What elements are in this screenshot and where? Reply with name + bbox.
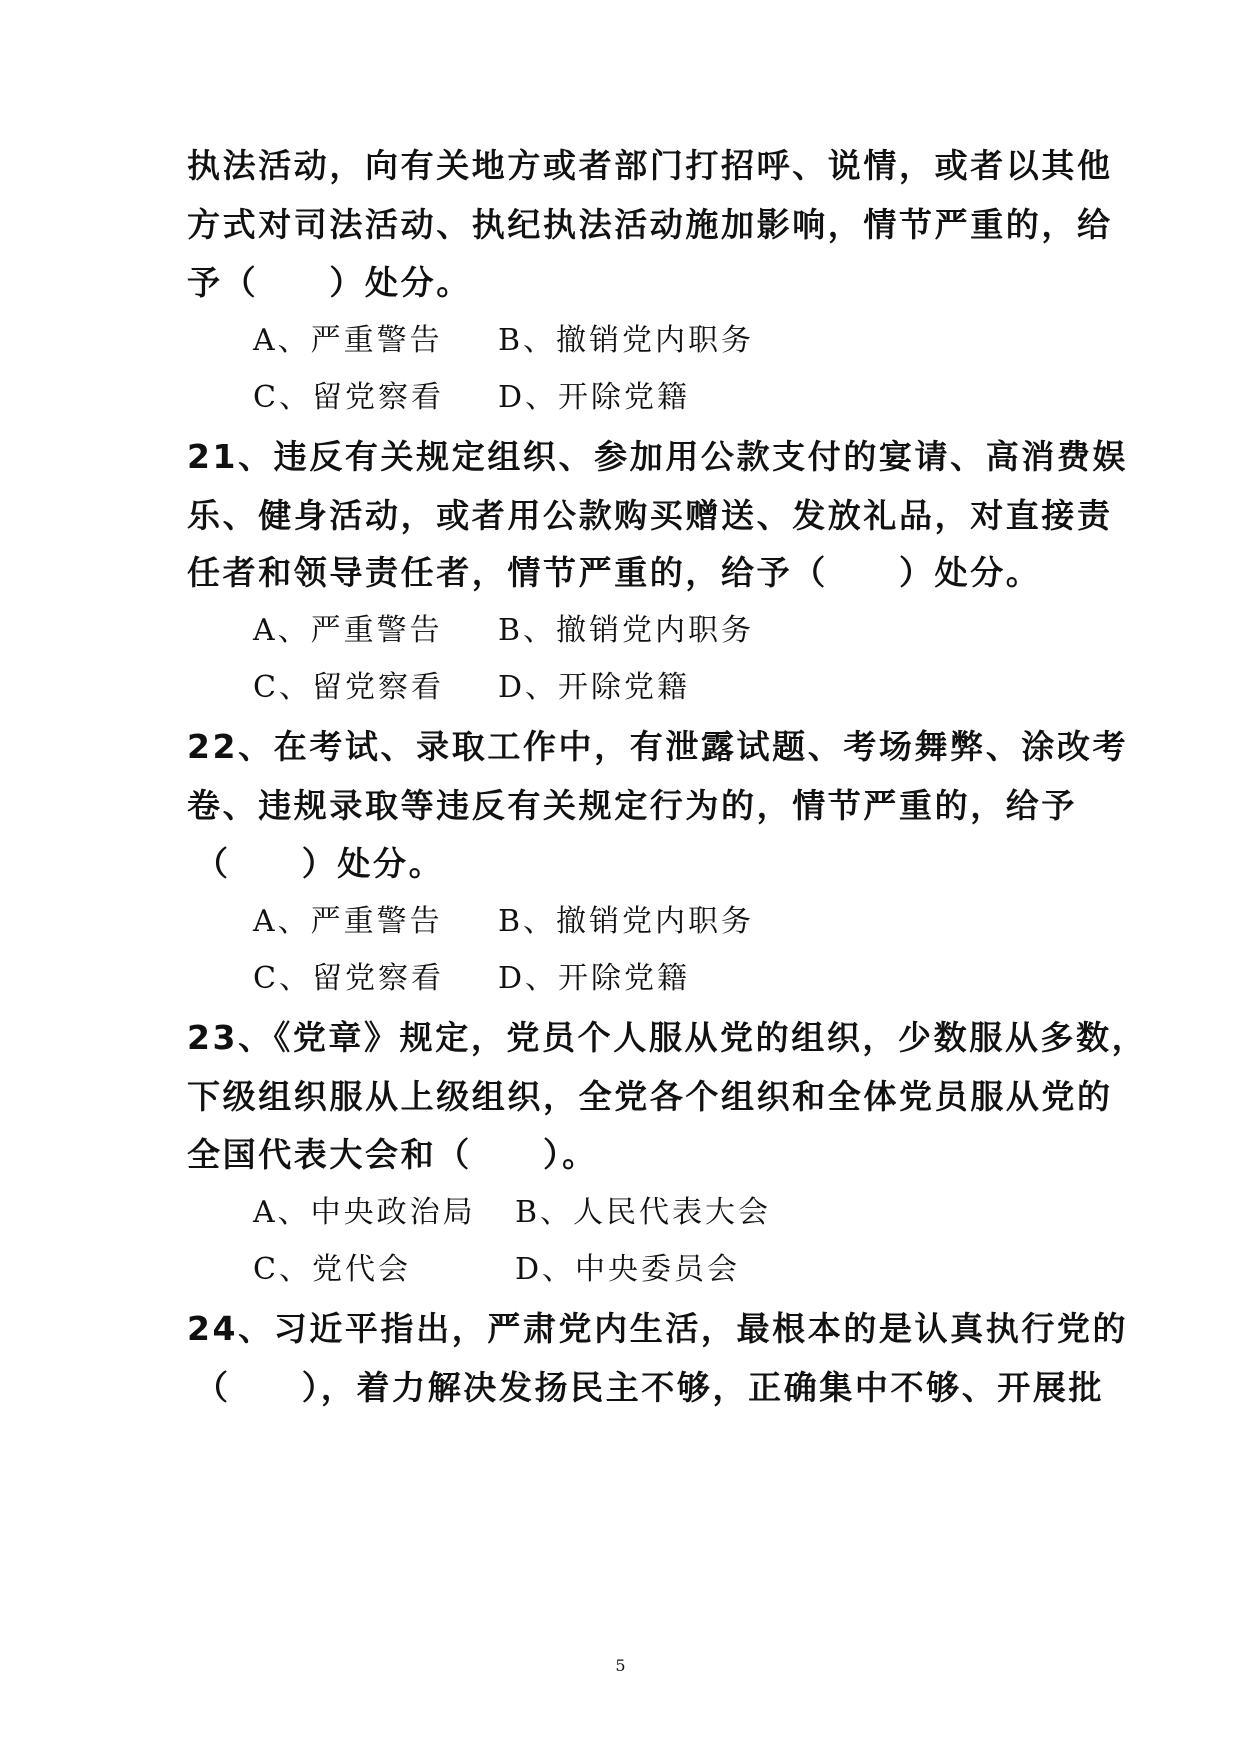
option-b: B、撤销党内职务	[498, 613, 755, 648]
option-c: C、党代会	[253, 1252, 411, 1287]
question-line: 乐、健身活动，或者用公款购买赠送、发放礼品，对直接责	[187, 496, 1113, 535]
option-a: A、严重警告	[253, 904, 443, 939]
question-line: 全国代表大会和（ ）。	[187, 1135, 598, 1174]
question-line: 执法活动，向有关地方或者部门打招呼、说情，或者以其他	[187, 146, 1113, 185]
option-c: C、留党察看	[253, 670, 444, 705]
page-number: 5	[615, 1656, 626, 1675]
option-d: D、开除党籍	[498, 380, 691, 415]
question-line: 21、违反有关规定组织、参加用公款支付的宴请、高消费娱	[187, 437, 1129, 476]
question-line: 下级组织服从上级组织，全党各个组织和全体党员服从党的	[187, 1077, 1113, 1116]
question-line: 22、在考试、录取工作中，有泄露试题、考场舞弊、涂改考	[187, 727, 1129, 766]
question-line: 23、《党章》规定，党员个人服从党的组织，少数服从多数，	[187, 1018, 1148, 1057]
option-b: B、撤销党内职务	[498, 323, 755, 358]
option-d: D、中央委员会	[515, 1252, 741, 1287]
question-line: （ ）处分。	[195, 844, 445, 883]
question-line: 任者和领导责任者，情节严重的，给予（ ）处分。	[187, 553, 1042, 592]
option-a: A、严重警告	[253, 613, 443, 648]
option-b: B、人民代表大会	[515, 1195, 772, 1230]
option-d: D、开除党籍	[498, 670, 691, 705]
option-d: D、开除党籍	[498, 961, 691, 996]
option-c: C、留党察看	[253, 380, 444, 415]
option-c: C、留党察看	[253, 961, 444, 996]
option-a: A、中央政治局	[253, 1195, 476, 1230]
question-line: （ ），着力解决发扬民主不够，正确集中不够、开展批	[195, 1368, 1105, 1407]
question-line: 卷、违规录取等违反有关规定行为的，情节严重的，给予	[187, 786, 1077, 825]
question-line: 24、习近平指出，严肃党内生活，最根本的是认真执行党的	[187, 1309, 1129, 1348]
option-a: A、严重警告	[253, 323, 443, 358]
option-b: B、撤销党内职务	[498, 904, 755, 939]
question-line: 方式对司法活动、执纪执法活动施加影响，情节严重的，给	[187, 205, 1113, 244]
question-line: 予（ ）处分。	[187, 263, 472, 302]
